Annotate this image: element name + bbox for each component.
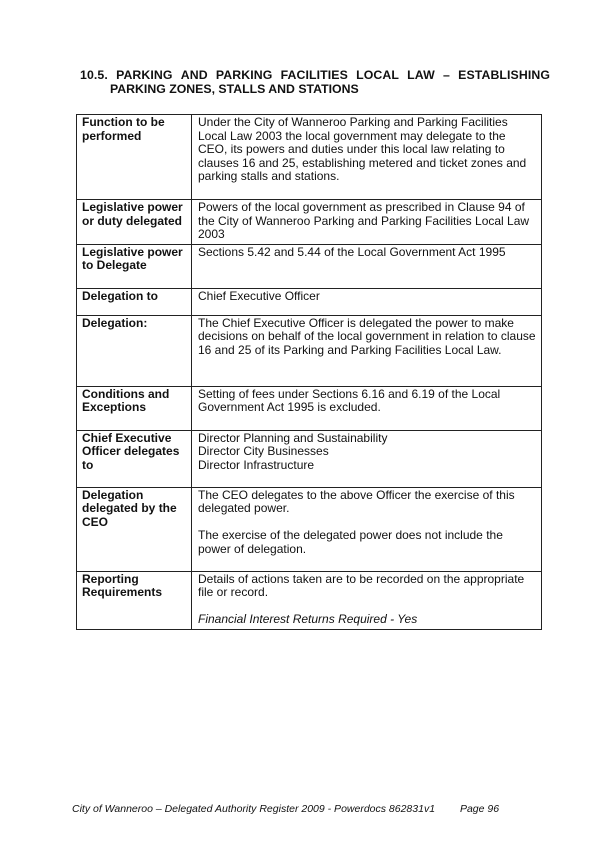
heading-word: AND xyxy=(180,68,208,82)
value-paragraph: Chief Executive Officer xyxy=(198,288,320,303)
table-row xyxy=(77,315,542,386)
page-footer xyxy=(72,803,499,815)
value-paragraph: Details of actions taken are to be recorded on the appropriate file or record. xyxy=(198,571,525,600)
row-label: Conditions and Exceptions xyxy=(77,386,192,430)
table-row xyxy=(77,288,542,315)
page-number: Page 96 xyxy=(459,803,500,815)
row-label: Chief Executive Officer delegates to xyxy=(77,430,192,487)
value-paragraph: The Chief Executive Officer is delegated the power to make decisions on behalf of the local government in relation to clause 16 and 25 of its Parking and Parking Facilities Local Law. xyxy=(198,315,536,357)
table-row xyxy=(77,244,542,288)
heading-word: – xyxy=(443,68,450,82)
heading-line-1 xyxy=(80,68,550,82)
value-paragraph: Setting of fees under Sections 6.16 and 6.19 of the Local Government Act 1995 is excluded. xyxy=(198,386,501,415)
heading-word: PARKING xyxy=(215,68,273,82)
row-label: Reporting Requirements xyxy=(77,571,192,629)
table-row xyxy=(77,430,542,487)
row-value xyxy=(192,288,542,315)
value-paragraph: Powers of the local government as prescribed in Clause 94 of the City of Wanneroo Parking and Parking Facilities Local Law 2003 xyxy=(198,200,530,242)
row-label: Delegation to xyxy=(77,288,192,315)
heading-word: FACILITIES xyxy=(280,68,348,82)
value-line: Director Planning and Sustainability xyxy=(198,430,388,445)
row-value xyxy=(192,487,542,571)
row-value xyxy=(192,200,542,245)
table-row xyxy=(77,571,542,629)
table-row xyxy=(77,386,542,430)
value-paragraph: Sections 5.42 and 5.44 of the Local Government Act 1995 xyxy=(198,244,506,259)
row-label: Delegation: xyxy=(77,315,192,386)
row-label: Legislative power or duty delegated xyxy=(77,200,192,245)
row-value xyxy=(192,115,542,200)
heading-line-2: PARKING ZONES, STALLS AND STATIONS xyxy=(110,82,359,96)
table-row xyxy=(77,200,542,245)
row-value xyxy=(192,571,542,629)
section-heading xyxy=(80,68,550,96)
row-value xyxy=(192,430,542,487)
row-label: Legislative power to Delegate xyxy=(77,244,192,288)
value-paragraph: The CEO delegates to the above Officer the exercise of this delegated power. xyxy=(198,487,515,516)
heading-word: LAW xyxy=(407,68,435,82)
heading-word: LOCAL xyxy=(356,68,399,82)
row-value xyxy=(192,315,542,386)
value-paragraph: Under the City of Wanneroo Parking and Parking Facilities Local Law 2003 the local government may delegate to the CEO, its powers and duties under this local law relating to clauses 16 and 25, establishing metered and ticket zones and parking stalls and stations. xyxy=(198,115,527,184)
row-value xyxy=(192,386,542,430)
heading-word: ESTABLISHING xyxy=(458,68,550,82)
row-label: Delegation delegated by the CEO xyxy=(77,487,192,571)
table-row xyxy=(77,115,542,200)
heading-word: PARKING xyxy=(116,68,173,82)
heading-number: 10.5. xyxy=(80,68,108,82)
table-row xyxy=(77,487,542,571)
value-paragraph-italic: Financial Interest Returns Required - Yes xyxy=(198,611,418,626)
row-value xyxy=(192,244,542,288)
value-paragraph: The exercise of the delegated power does not include the power of delegation. xyxy=(198,527,503,556)
footer-text: City of Wanneroo – Delegated Authority Register 2009 - Powerdocs 862831v1 xyxy=(72,803,436,815)
value-line: Director City Businesses xyxy=(198,444,329,459)
row-label: Function to be performed xyxy=(77,115,192,200)
value-line: Director Infrastructure xyxy=(198,457,315,472)
delegation-table xyxy=(76,114,542,630)
